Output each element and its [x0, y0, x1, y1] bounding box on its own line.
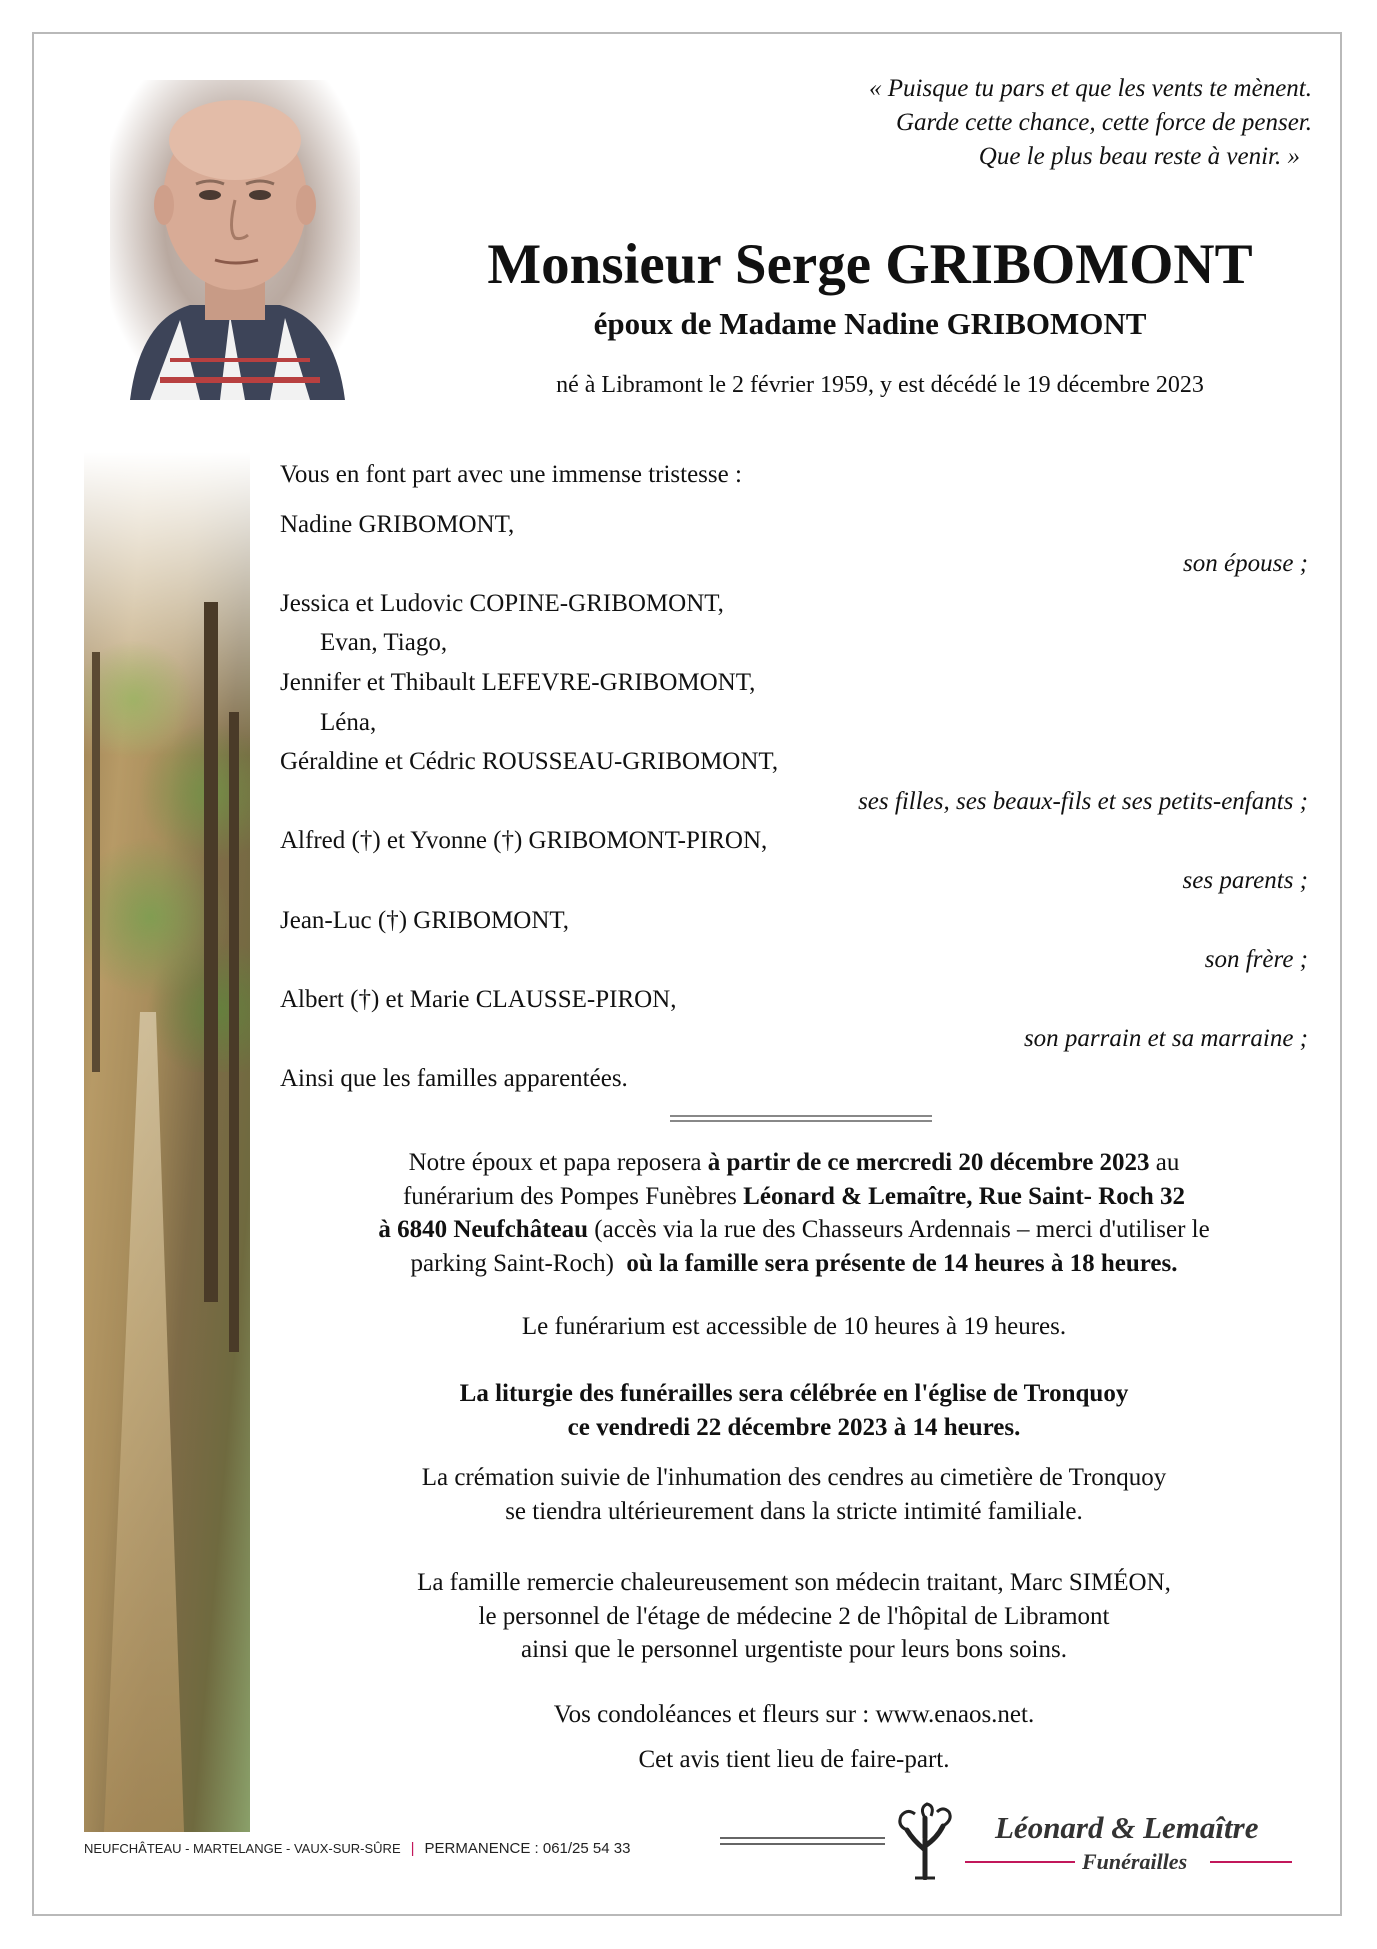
relation-row: son frère ;	[1204, 946, 1308, 974]
foliage	[84, 452, 250, 1072]
family-row: Géraldine et Cédric ROUSSEAU-GRIBOMONT,	[280, 748, 779, 776]
thanks-block	[280, 1566, 1308, 1667]
funerarium-hours: Le funérarium est accessible de 10 heures à 19 heures.	[521, 1313, 1067, 1340]
quote-line: « Puisque tu pars et que les vents te mènent.	[869, 75, 1312, 102]
grandchildren-row: Léna,	[320, 708, 377, 736]
cremation-block	[280, 1461, 1308, 1528]
faire-part-notice: Cet avis tient lieu de faire-part.	[638, 1746, 950, 1773]
footer-permanence: PERMANENCE : 061/25 54 33	[424, 1840, 631, 1857]
funeral-liturgy	[280, 1377, 1308, 1444]
relation-row: son parrain et sa marraine ;	[1023, 1025, 1308, 1053]
footer-contact	[84, 1840, 630, 1857]
quote-line: Garde cette chance, cette force de penser.	[895, 109, 1312, 136]
condolences-line: Vos condoléances et fleurs sur : www.enaos.net.	[553, 1701, 1035, 1728]
relation-row: ses parents ;	[1182, 866, 1308, 894]
relation-row: ses filles, ses beaux-fils et ses petits-enfants ;	[858, 787, 1308, 815]
quote-line: Que le plus beau reste à venir. »	[978, 143, 1300, 170]
tree-trunk	[92, 652, 100, 1072]
funeral-home-address: Léonard & Lemaître, Rue Saint- Roch 32	[743, 1182, 1186, 1210]
text-span: parking Saint-Roch)	[410, 1249, 627, 1277]
funeral-home-city: à 6840 Neufchâteau	[378, 1216, 589, 1243]
forest-path	[104, 1012, 184, 1832]
tree-trunk	[204, 602, 218, 1302]
forest-path-image	[84, 452, 250, 1832]
thanks-line: La famille remercie chaleureusement son médecin traitant, Marc SIMÉON,	[417, 1569, 1171, 1596]
footer-divider	[720, 1837, 885, 1845]
grandchildren-row: Evan, Tiago,	[320, 629, 448, 657]
cremation-line: La crémation suivie de l'inhumation des cendres au cimetière de Tronquoy	[421, 1464, 1167, 1491]
visitation-line	[280, 1146, 1308, 1180]
announcement-block	[280, 455, 1308, 1099]
tree-trunk	[229, 712, 239, 1352]
visitation-block	[280, 1146, 1308, 1280]
footer-separator: |	[410, 1840, 415, 1857]
family-row: Ainsi que les familles apparentées.	[280, 1064, 628, 1092]
visitation-hours: où la famille sera présente de 14 heures à 18 heures.	[626, 1249, 1178, 1277]
relation-row: son épouse ;	[1183, 550, 1308, 578]
family-row: Albert (†) et Marie CLAUSSE-PIRON,	[280, 985, 677, 1013]
birth-death-line: né à Libramont le 2 février 1959, y est décédé le 19 décembre 2023	[556, 372, 1204, 398]
opening-quote	[869, 72, 1312, 174]
text-span: (accès via la rue des Chasseurs Ardennais – merci d'utiliser le	[588, 1216, 1210, 1243]
family-row: Jennifer et Thibault LEFEVRE-GRIBOMONT,	[280, 668, 756, 696]
announcement-intro: Vous en font part avec une immense tristesse :	[280, 461, 742, 488]
visitation-date: à partir de ce mercredi 20 décembre 2023	[707, 1149, 1150, 1176]
liturgy-line: La liturgie des funérailles sera célébrée en l'église de Tronquoy	[459, 1380, 1129, 1407]
footer-locations: NEUFCHÂTEAU - MARTELANGE - VAUX-SUR-SÛRE	[84, 1841, 401, 1856]
liturgy-line: ce vendredi 22 décembre 2023 à 14 heures.	[567, 1413, 1021, 1441]
visitation-line	[280, 1180, 1308, 1214]
deceased-name: Monsieur Serge GRIBOMONT	[487, 233, 1253, 296]
family-row: Jessica et Ludovic COPINE-GRIBOMONT,	[280, 589, 724, 617]
brand-subtitle: Funérailles	[1082, 1849, 1188, 1874]
brand-name: Léonard & Lemaître	[995, 1810, 1259, 1845]
text-span: funérarium des Pompes Funèbres	[402, 1182, 744, 1210]
family-row: Jean-Luc (†) GRIBOMONT,	[280, 906, 570, 934]
thanks-line: ainsi que le personnel urgentiste pour leurs bons soins.	[521, 1636, 1067, 1663]
family-row: Nadine GRIBOMONT,	[280, 510, 515, 538]
spouse-line: époux de Madame Nadine GRIBOMONT	[593, 306, 1147, 341]
text-span: au	[1149, 1149, 1180, 1176]
thanks-line: le personnel de l'étage de médecine 2 de l'hôpital de Libramont	[478, 1602, 1110, 1630]
cremation-line: se tiendra ultérieurement dans la stricte intimité familiale.	[505, 1497, 1083, 1525]
section-divider	[670, 1115, 932, 1122]
visitation-line	[280, 1247, 1308, 1281]
brand-accent-line	[965, 1861, 1075, 1863]
text-span: Notre époux et papa reposera	[408, 1149, 708, 1176]
family-row: Alfred (†) et Yvonne (†) GRIBOMONT-PIRON,	[280, 827, 768, 855]
visitation-line	[280, 1213, 1308, 1247]
tree-logo-icon	[885, 1800, 965, 1880]
portrait-photo	[110, 80, 360, 400]
brand-accent-line	[1210, 1861, 1292, 1863]
